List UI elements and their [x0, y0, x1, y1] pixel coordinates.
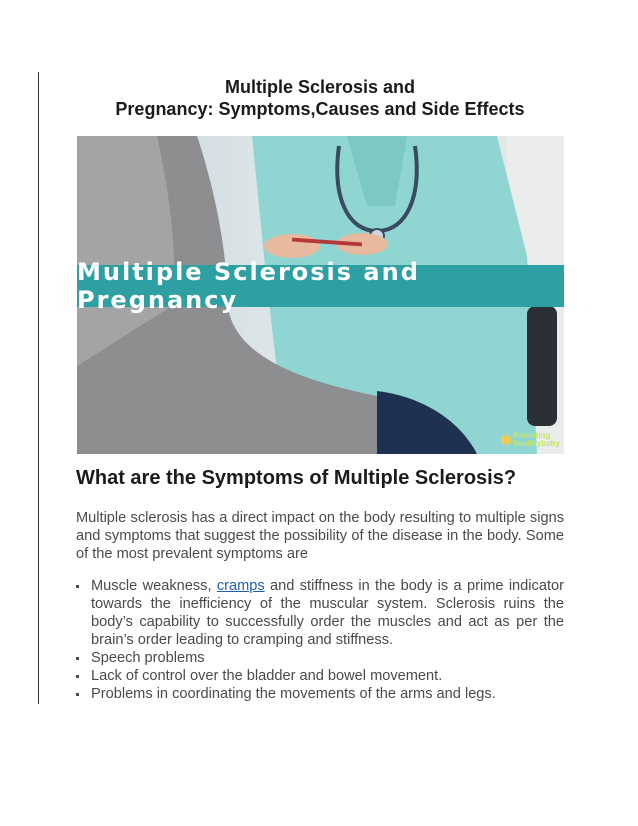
- list-item: Problems in coordinating the movements of the arms and legs.: [76, 685, 564, 703]
- section-heading: What are the Symptoms of Multiple Sclerosis?: [76, 467, 517, 489]
- left-margin-rule: [38, 72, 39, 704]
- list-item-text-after-link: and stiffness in the body is a prime indicator towards the inefficiency of the muscular system. Sclerosis ruins the body’s capability to successfully order the muscles and act as per the brain’s order leading to cramping and stiffness.: [91, 578, 564, 648]
- hero-banner-text: Multiple Sclerosis and Pregnancy: [77, 258, 420, 314]
- hero-banner: [77, 258, 564, 314]
- cramps-link[interactable]: cramps: [216, 578, 265, 594]
- symptom-list: [76, 577, 564, 703]
- title-line-1: Multiple Sclerosis and: [224, 77, 416, 97]
- list-item: Lack of control over the bladder and bowel movement.: [76, 667, 564, 685]
- list-item: [76, 577, 564, 649]
- list-item: Speech problems: [76, 649, 564, 667]
- hero-watermark: [501, 432, 560, 448]
- intro-paragraph: Multiple sclerosis has a direct impact on the body resulting to multiple signs and symptoms that suggest the possibility of the disease in the body. Some of the most prevalent symptoms are: [76, 510, 564, 562]
- hero-image: [77, 136, 564, 454]
- watermark-line-1: Parenting: [513, 431, 551, 440]
- watermark-line-2: healthybaby: [513, 439, 560, 448]
- watermark-logo-icon: [501, 435, 511, 445]
- list-item-text-before-link: Muscle weakness,: [91, 578, 217, 594]
- title-line-2: Pregnancy: Symptoms,Causes and Side Effects: [115, 99, 525, 119]
- watermark-text: [513, 432, 560, 448]
- document-title: [60, 76, 580, 120]
